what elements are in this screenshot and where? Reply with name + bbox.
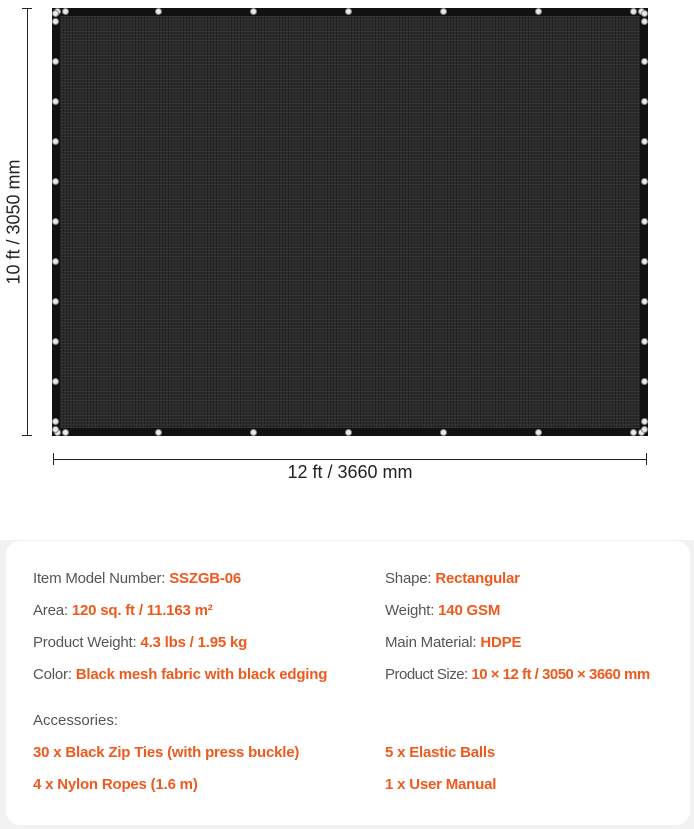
grommet-icon: [52, 298, 59, 305]
height-tick-bottom: [22, 435, 32, 436]
grommet-icon: [641, 58, 648, 65]
grommet-icon: [641, 218, 648, 225]
width-dimension-line: [53, 459, 647, 460]
grommet-icon: [641, 298, 648, 305]
grommet-icon: [155, 429, 162, 436]
width-tick-right: [646, 453, 647, 465]
grommet-icon: [641, 338, 648, 345]
spec-size-label: Product Size:: [385, 666, 468, 683]
grommet-icon: [62, 429, 69, 436]
spec-material-value: HDPE: [480, 634, 522, 651]
grommet-icon: [52, 338, 59, 345]
spec-shape-label: Shape:: [385, 570, 432, 587]
grommet-icon: [52, 10, 59, 17]
grommet-icon: [52, 258, 59, 265]
spec-weight: [385, 602, 500, 619]
grommet-icon: [535, 429, 542, 436]
grommet-icon: [641, 10, 648, 17]
grommet-icon: [52, 98, 59, 105]
grommet-icon: [52, 58, 59, 65]
grommet-icon: [630, 8, 637, 15]
spec-card: [6, 541, 690, 825]
grommet-icon: [641, 258, 648, 265]
spec-size: [385, 666, 650, 683]
spec-color: [33, 666, 327, 683]
width-dimension-label: 12 ft / 3660 mm: [287, 462, 413, 482]
accessories-label: Accessories:: [33, 712, 119, 729]
grommet-icon: [345, 429, 352, 436]
spec-shape: [385, 570, 520, 587]
grommet-icon: [52, 218, 59, 225]
grommet-icon: [641, 378, 648, 385]
grommet-icon: [52, 426, 59, 433]
grommet-icon: [52, 418, 59, 425]
spec-weight-value: 140 GSM: [438, 602, 501, 619]
accessory-item: 1 x User Manual: [385, 776, 497, 793]
spec-area-value: 120 sq. ft / 11.163 m²: [71, 602, 213, 619]
height-tick-top: [22, 8, 32, 9]
spec-product-weight-label: Product Weight:: [33, 634, 137, 651]
grommet-icon: [641, 418, 648, 425]
grommet-icon: [630, 429, 637, 436]
spec-material-label: Main Material:: [385, 634, 477, 651]
grommet-icon: [52, 178, 59, 185]
grommet-icon: [641, 426, 648, 433]
grommet-icon: [641, 138, 648, 145]
grommet-icon: [52, 378, 59, 385]
grommet-icon: [250, 8, 257, 15]
grommet-icon: [641, 178, 648, 185]
spec-color-label: Color:: [33, 666, 72, 683]
spec-weight-label: Weight:: [385, 602, 435, 619]
spec-area: [33, 602, 213, 619]
accessory-item: 30 x Black Zip Ties (with press buckle): [33, 744, 300, 761]
grommet-icon: [641, 18, 648, 25]
product-diagram: 10 ft / 3050 mm 12 ft / 3660 mm: [0, 0, 694, 540]
spec-color-value: Black mesh fabric with black edging: [75, 666, 328, 683]
grommet-icon: [250, 429, 257, 436]
spec-model: [33, 570, 241, 587]
grommet-icon: [641, 98, 648, 105]
height-dimension-line: [27, 8, 28, 436]
grommet-icon: [155, 8, 162, 15]
spec-area-label: Area:: [33, 602, 68, 619]
width-tick-left: [53, 453, 54, 465]
accessory-item: 5 x Elastic Balls: [385, 744, 496, 761]
grommet-icon: [52, 18, 59, 25]
spec-material: [385, 634, 521, 651]
accessory-item: 4 x Nylon Ropes (1.6 m): [33, 776, 198, 793]
spec-model-label: Item Model Number:: [33, 570, 166, 587]
grommet-icon: [535, 8, 542, 15]
grommet-icon: [440, 429, 447, 436]
grommet-icon: [440, 8, 447, 15]
spec-product-weight: [33, 634, 247, 651]
mesh-fabric: [60, 16, 640, 428]
grommet-icon: [52, 138, 59, 145]
spec-shape-value: Rectangular: [435, 570, 520, 587]
spec-size-value: 10 × 12 ft / 3050 × 3660 mm: [471, 666, 650, 683]
grommet-icon: [62, 8, 69, 15]
spec-model-value: SSZGB-06: [169, 570, 242, 587]
grommet-icon: [345, 8, 352, 15]
spec-product-weight-value: 4.3 lbs / 1.95 kg: [140, 634, 248, 651]
shade-cloth: [52, 8, 648, 436]
